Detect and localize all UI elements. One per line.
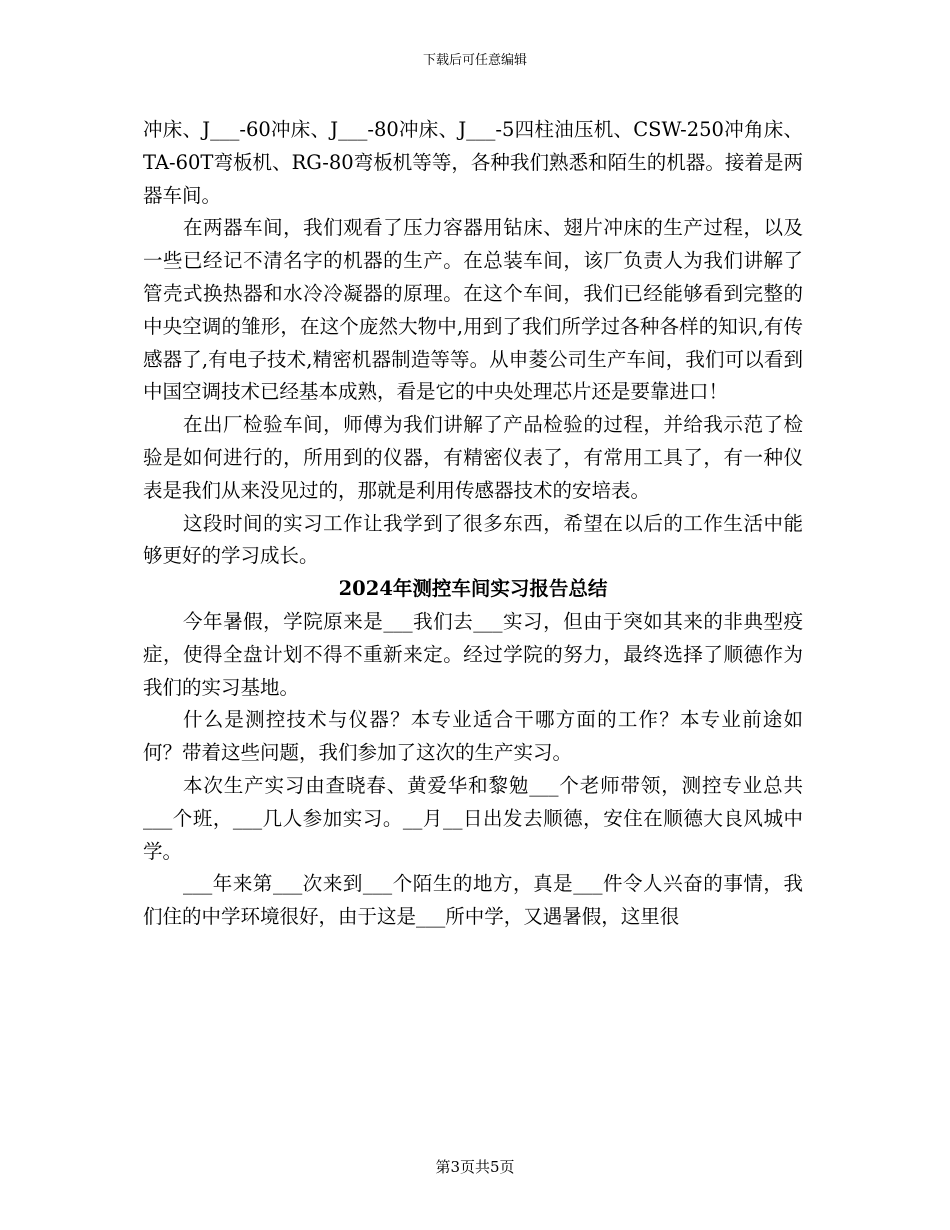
paragraph-two-device-workshop: 在两器车间，我们观看了压力容器用钻床、翅片冲床的生产过程，以及一些已经记不清名字的机器的生产。在总装车间，该厂负责人为我们讲解了管壳式换热器和水冷冷凝器的原理。在这个车间，我们已经能够看到完整的中央空调的雏形，在这个庞然大物中,用到了我们所学过各种各样的知识,有传感器了,有电子技术,精密机器制造等等。从申菱公司生产车间，我们可以看到中国空调技术已经基本成熟，看是它的中央处理芯片还是要靠进口！ <box>143 216 803 404</box>
paragraph-arrival: ___年来第___次来到___个陌生的地方，真是___件令人兴奋的事情，我们住的中学环境很好，由于这是___所中学，又遇暑假，这里很 <box>143 872 803 929</box>
page-header: 下载后可任意编辑 <box>422 53 527 68</box>
page-footer: 第3页共5页 <box>435 1158 515 1176</box>
paragraph-internship-details: 本次生产实习由查晓春、黄爱华和黎勉___个老师带领，测控专业总共___个班，___几人参加实习。__月__日出发去顺德，安住在顺德大良风城中学。 <box>143 773 803 863</box>
paragraph-inspection-workshop: 在出厂检验车间，师傅为我们讲解了产品检验的过程，并给我示范了检验是如何进行的，所用到的仪器，有精密仪表了，有常用工具了，有一种仪表是我们从来没见过的，那就是利用传感器技术的安培表。 <box>143 413 803 502</box>
section-title: 2024年测控车间实习报告总结 <box>338 577 608 601</box>
paragraph-summer-plan: 今年暑假，学院原来是___我们去___实习，但由于突如其来的非典型疫症，使得全盘计划不得不重新来定。经过学院的努力，最终选择了顺德作为我们的实习基地。 <box>143 609 803 699</box>
paragraph-machines-list: 冲床、J___-60冲床、J___-80冲床、J___-5四柱油压机、CSW-250冲角床、TA-60T弯板机、RG-80弯板机等等，各种我们熟悉和陌生的机器。接着是两器车间。 <box>143 118 803 207</box>
paragraph-conclusion: 这段时间的实习工作让我学到了很多东西，希望在以后的工作生活中能够更好的学习成长。 <box>143 511 803 568</box>
paragraph-questions: 什么是测控技术与仪器？本专业适合干哪方面的工作？本专业前途如何？带着这些问题，我们参加了这次的生产实习。 <box>143 708 803 765</box>
document-body <box>143 114 803 934</box>
